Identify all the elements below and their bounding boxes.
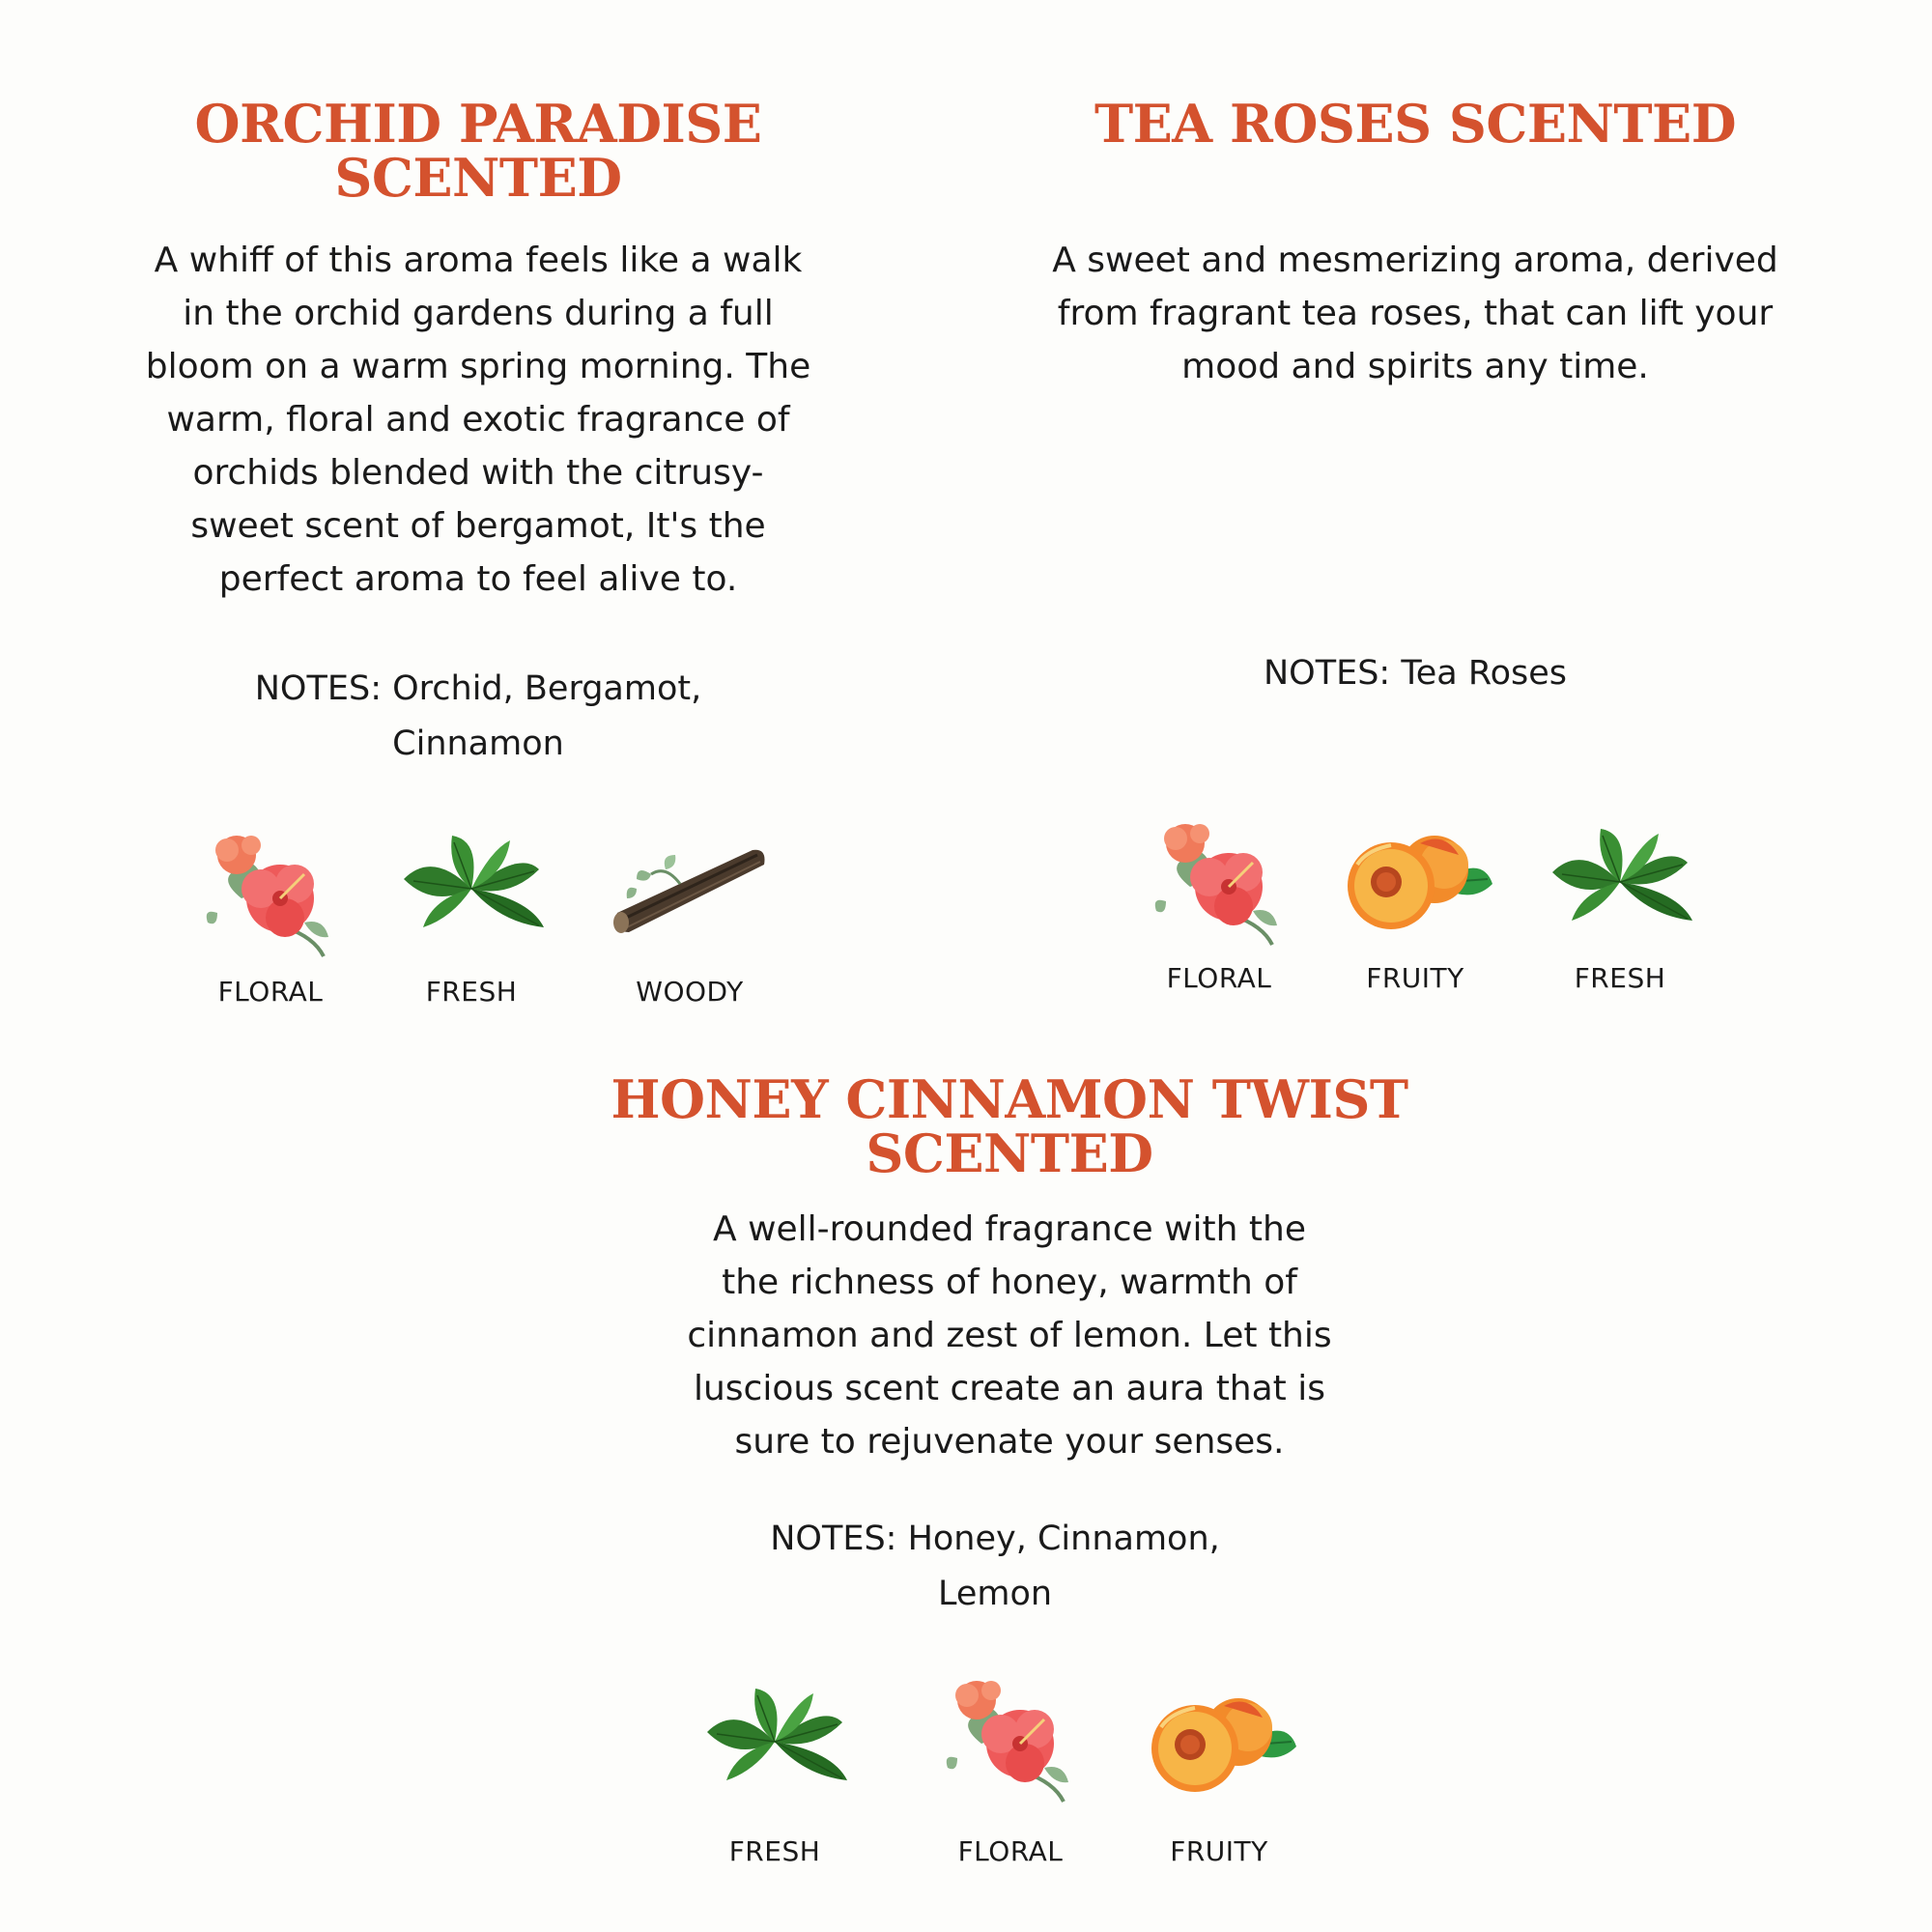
honey-icon-floral — [923, 1676, 1097, 1867]
peach-fruit-icon — [1338, 826, 1492, 932]
tea-roses-title: TEA ROSES SCENTED — [1094, 93, 1737, 155]
honey-title-line1: HONEY CINNAMON TWIST — [611, 1068, 1408, 1130]
honey-icon-fruity — [1132, 1689, 1306, 1867]
orchid-title-line2: SCENTED — [334, 147, 622, 209]
honey-title-line2: SCENTED — [866, 1122, 1153, 1184]
orchid-section — [116, 93, 840, 772]
honey-body — [599, 1203, 1420, 1622]
orchid-title-line1: ORCHID PARADISE — [194, 93, 762, 155]
basil-leaves-icon — [697, 1684, 852, 1790]
peach-fruit-icon — [1142, 1689, 1296, 1795]
orchid-icon-woody-label: WOODY — [636, 976, 744, 1008]
honey-icon-floral-label: FLORAL — [957, 1835, 1064, 1867]
wooden-stick-icon — [608, 831, 772, 937]
hibiscus-flower-icon — [938, 1676, 1083, 1806]
honey-description: A well-rounded fragrance with the the richness of honey, warmth of cinnamon and zest of lemon. Let this luscious scent create an aura that is sure to rejuvenate your senses. — [687, 1209, 1332, 1462]
orchid-title — [116, 93, 840, 209]
orchid-icon-floral — [184, 831, 357, 1008]
honey-icon-fruity-label: FRUITY — [1170, 1835, 1268, 1867]
honey-section — [599, 1068, 1420, 1184]
tea-roses-icon-fruity — [1328, 826, 1502, 994]
tea-roses-notes: NOTES: Tea Roses — [1263, 654, 1568, 693]
orchid-icon-fresh — [384, 831, 558, 1008]
orchid-icon-floral-label: FLORAL — [217, 976, 324, 1008]
honey-icon-fresh — [688, 1684, 862, 1867]
orchid-notes: NOTES: Orchid, Bergamot, Cinnamon — [254, 669, 702, 763]
orchid-description: A whiff of this aroma feels like a walk in the orchid gardens during a full bloom on a warm spring morning. The warm, floral and exotic fragrance of orchids blended with the citrusy- sweet scent of bergamot, It's the perfect aroma to feel alive to. — [145, 241, 811, 599]
honey-notes: NOTES: Honey, Cinnamon, Lemon — [770, 1520, 1220, 1613]
tea-roses-section — [1048, 93, 1782, 701]
honey-icon-fresh-label: FRESH — [728, 1835, 821, 1867]
tea-roses-icon-fresh-label: FRESH — [1574, 962, 1666, 994]
tea-roses-description: A sweet and mesmerizing aroma, derived from fragrant tea roses, that can lift your mood and spirits any time. — [1052, 241, 1778, 386]
basil-leaves-icon — [394, 831, 549, 937]
basil-leaves-icon — [1543, 824, 1697, 930]
tea-roses-icon-floral-label: FLORAL — [1166, 962, 1272, 994]
orchid-icon-fresh-label: FRESH — [425, 976, 518, 1008]
honey-title — [599, 1068, 1420, 1184]
orchid-icon-woody — [603, 831, 777, 1008]
tea-roses-icon-fresh — [1533, 824, 1707, 994]
hibiscus-flower-icon — [1147, 819, 1292, 950]
hibiscus-flower-icon — [198, 831, 343, 961]
tea-roses-icon-fruity-label: FRUITY — [1366, 962, 1464, 994]
tea-roses-icon-floral — [1132, 819, 1306, 994]
